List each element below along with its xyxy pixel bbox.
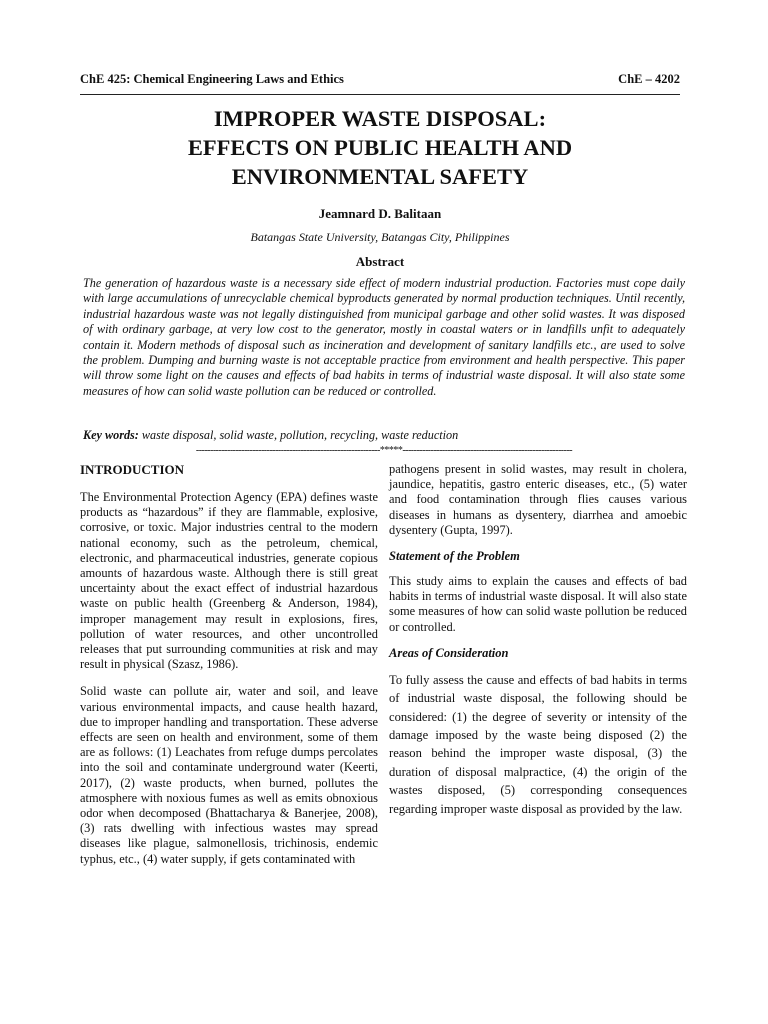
author-name: Jeamnard D. Balitaan: [318, 206, 442, 221]
title-line: ENVIRONMENTAL SAFETY: [231, 164, 529, 189]
areas-heading: Areas of Consideration: [389, 645, 509, 660]
left-column: [80, 462, 378, 867]
keywords-text: waste disposal, solid waste, pollution, recycling, waste reduction: [141, 428, 459, 442]
course-code: ChE – 4202: [618, 72, 680, 86]
abstract-text: The generation of hazardous waste is a necessary side effect of modern industrial production. Factories must cope daily with large accumulations of unrecyclable chemical byproducts generated by normal production techniques. Until recently, industrial hazardous waste was not legally distinguished from municipal garbage and other solid wastes. It was disposed of with ordinary garbage, at very low cost to the generator, mostly in coastal waters or in landfills unfit to adequately contain it. Modern methods of disposal such as incineration and development of sanitary landfills etc., are used to solve the problem. Dumping and burning waste is not acceptable practice from environment and health perspective. This paper will throw some light on the causes and effects of bad habits in terms of industrial waste disposal. It will also state some measures of how can solid waste pollution can be reduced or controlled.: [83, 276, 685, 398]
statement-text: This study aims to explain the causes and effects of bad habits in terms of industrial waste disposal. It will also state some measures of how can solid waste pollution be reduced or controlled.: [389, 574, 687, 634]
statement-heading: Statement of the Problem: [389, 549, 520, 564]
keywords: [83, 428, 685, 443]
introduction-heading: INTRODUCTION: [80, 462, 185, 477]
right-column: [389, 462, 687, 818]
author-affiliation: Batangas State University, Batangas City, Philippines: [250, 230, 510, 244]
section-separator: -----------------------------------------------------------------*****------------------------------------------------------------: [195, 445, 573, 456]
course-title: ChE 425: Chemical Engineering Laws and Ethics: [80, 72, 344, 86]
intro-paragraph-1: The Environmental Protection Agency (EPA) defines waste products as “hazardous” if they are flammable, explosive, corrosive, or toxic. Major industries central to the modern national economy, such as the petroleum, chemical, electronic, and pharmaceutical industries, generate copious amounts of hazardous waste. Although there is still great uncertainty about the exact effect of industrial hazardous waste on public health (Greenberg & Anderson, 1984), improper management may result in explosions, fires, pollution of water resources, and other uncontrolled releases that put surrounding communities at risk and may result in physical (Szasz, 1986).: [80, 490, 378, 672]
keywords-label: Key words:: [83, 428, 139, 442]
abstract-heading: Abstract: [355, 254, 405, 269]
intro-paragraph-2: Solid waste can pollute air, water and soil, and leave various environmental impacts, and cause health hazard, due to improper handling and transportation. These adverse effects are seen on health and environment, some of them are as follows: (1) Leachates from refuge dumps percolates into the soil and contaminate underground water (Keerti, 2017), (2) waste products, when burned, pollutes the atmosphere with noxious fumes as well as emits obnoxious odor when decomposed (Bhattacharya & Banerjee, 2008), (3) rats dwelling with infectious wastes may spread diseases like plague, salmonellosis, trichinosis, endemic typhus, etc., (4) water supply, if gets contaminated with: [80, 684, 378, 866]
title-line: EFFECTS ON PUBLIC HEALTH AND: [187, 135, 573, 160]
areas-text: To fully assess the cause and effects of bad habits in terms of industrial waste disposal, the following should be considered: (1) the degree of severity or intensity of the damage imposed by the waste being disposed (2) the reason behind the improper waste disposal, (3) the duration of disposal malpractice, (4) the origin of the wastes disposed, (5) corresponding consequences regarding improper waste disposal as provided by the law.: [389, 672, 687, 816]
intro-paragraph-2-continued: pathogens present in solid wastes, may result in cholera, jaundice, hepatitis, gastro enteric diseases, etc., (5) water and food contamination through flies causes various diseases in humans as dysentery, diarrhea and amoebic dysentery (Gupta, 1997).: [389, 462, 687, 537]
title-line: IMPROPER WASTE DISPOSAL:: [213, 106, 547, 131]
paper-title: [80, 104, 680, 191]
header-rule: [80, 94, 680, 95]
